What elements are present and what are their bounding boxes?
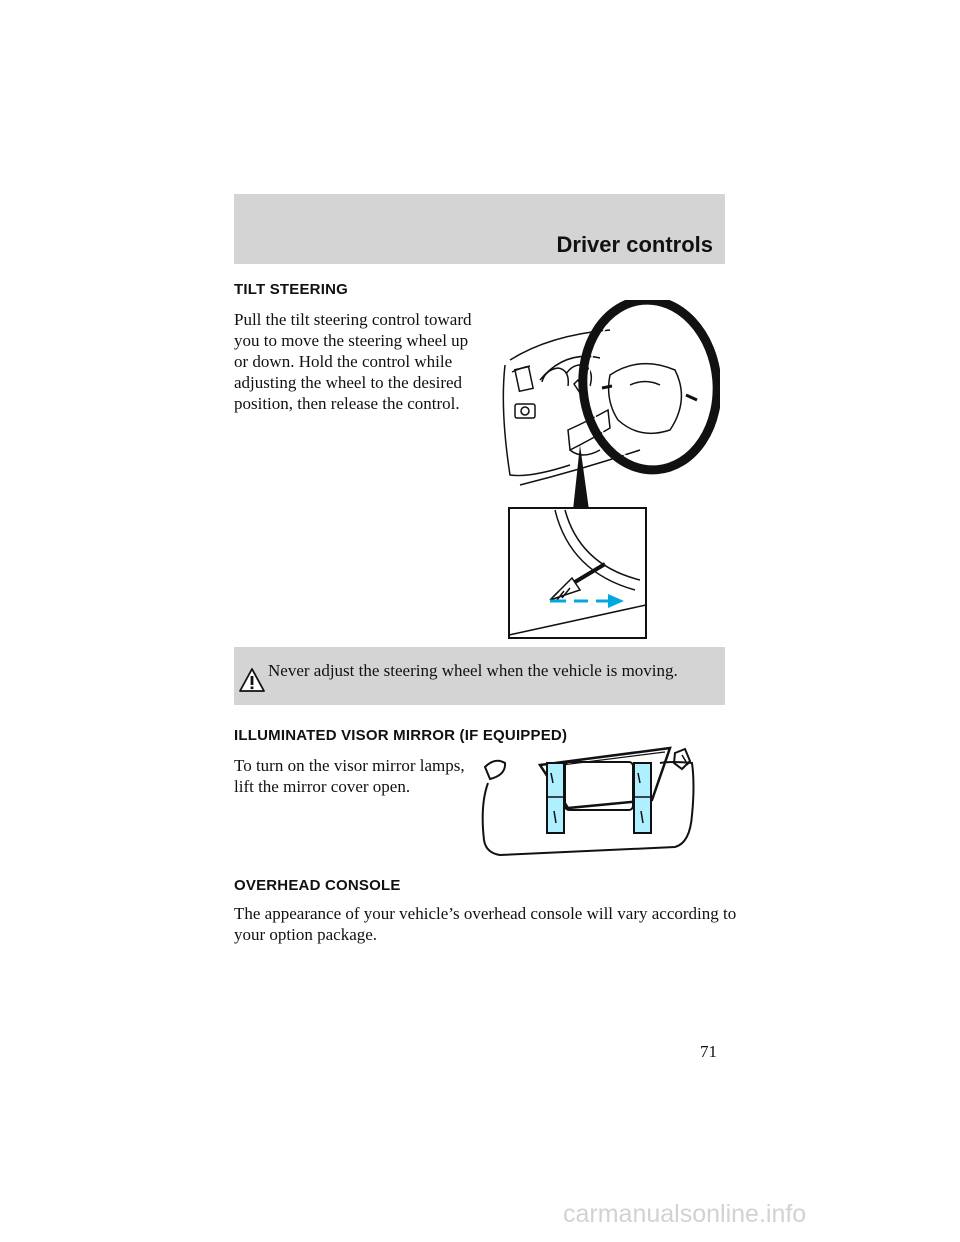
header-band [234,194,725,264]
text-line: To turn on the visor mirror lamps, [234,756,465,775]
visor-mirror-heading: ILLUMINATED VISOR MIRROR (IF EQUIPPED) [234,727,568,744]
visor-mirror-illustration [470,745,720,860]
text-line: adjusting the wheel to the desired [234,373,463,392]
text-line: you to move the steering wheel up [234,331,469,350]
overhead-console-heading: OVERHEAD CONSOLE [234,877,401,894]
text-line: lift the mirror cover open. [234,777,411,796]
watermark: carmanualsonline.info [563,1200,807,1228]
text-line: or down. Hold the control while [234,352,453,371]
page-number: 71 [700,1042,717,1061]
text-line: Pull the tilt steering control toward [234,310,472,329]
warning-box [234,647,725,705]
text-line: your option package. [234,925,378,944]
text-line: The appearance of your vehicle’s overhead console will vary according to [234,904,737,923]
tilt-steering-heading: TILT STEERING [234,281,348,298]
overhead-console-paragraph [234,903,736,945]
warning-text: Never adjust the steering wheel when the vehicle is moving. [268,661,678,680]
visor-mirror-paragraph [234,755,465,797]
tilt-steering-paragraph [234,309,472,414]
header-title: Driver controls [556,232,713,257]
warning-triangle-icon [238,667,266,693]
text-line: position, then release the control. [234,394,460,413]
tilt-steering-illustration [490,300,720,645]
